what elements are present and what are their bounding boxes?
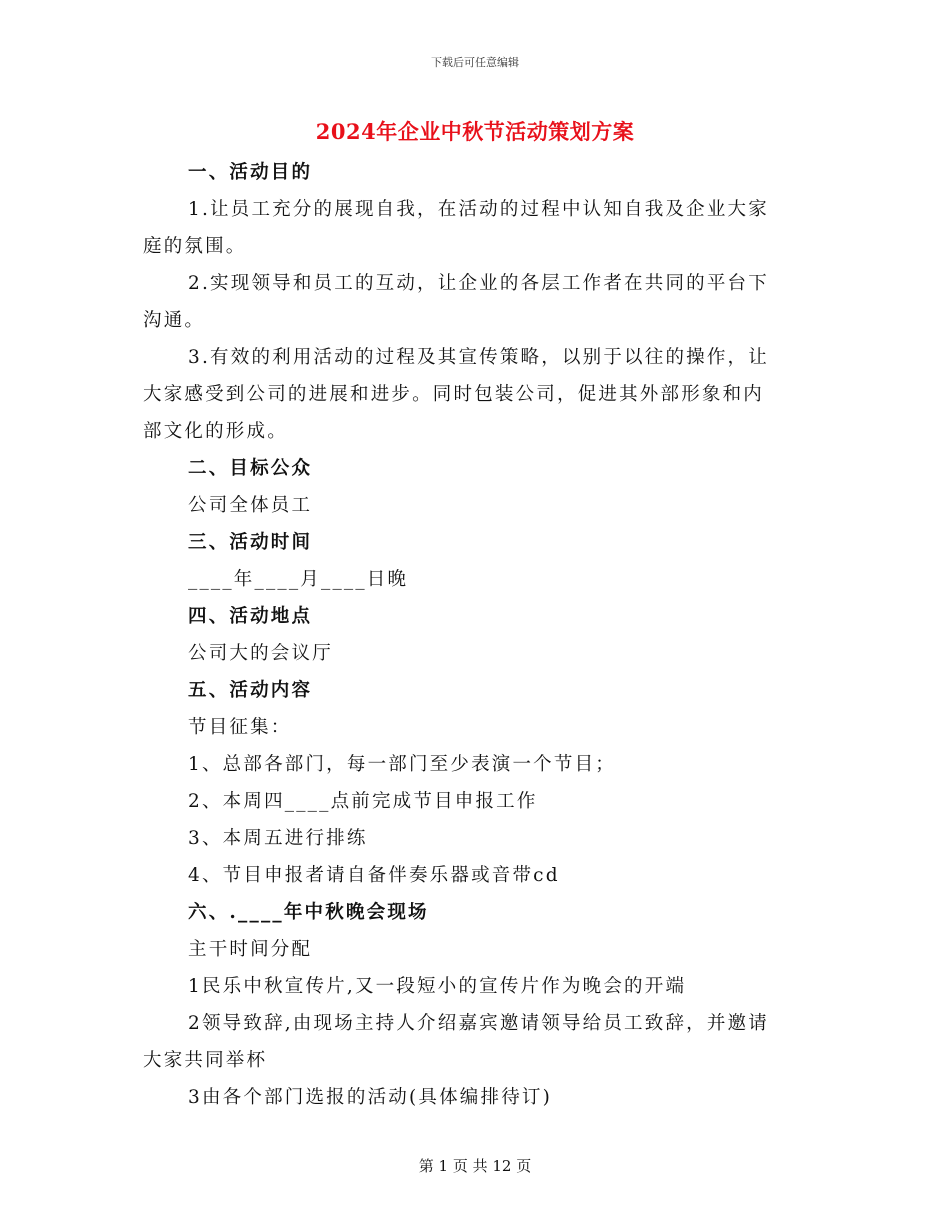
paragraph-line: 3.有效的利用活动的过程及其宣传策略，以别于以往的操作，让 (188, 347, 769, 368)
paragraph-line: 4、节目申报者请自备伴奏乐器或音带cd (188, 865, 560, 886)
document-title: 2024年企业中秋节活动策划方案 (315, 119, 635, 144)
paragraph-line: 大家共同举杯 (143, 1050, 268, 1071)
paragraph-line: 1.让员工充分的展现自我，在活动的过程中认知自我及企业大家 (188, 199, 769, 220)
paragraph-line: 2、本周四____点前完成节目申报工作 (188, 791, 538, 812)
section-heading: 六、.____年中秋晚会现场 (188, 902, 429, 923)
paragraph-line: 主干时间分配 (188, 939, 313, 960)
document-body (143, 154, 808, 1116)
paragraph-line: 大家感受到公司的进展和进步。同时包装公司，促进其外部形象和内 (143, 384, 765, 405)
page-footer: 第 1 页 共 12 页 (418, 1157, 532, 1175)
paragraph-line: 2领导致辞,由现场主持人介绍嘉宾邀请领导给员工致辞，并邀请 (188, 1013, 769, 1034)
section-heading: 四、活动地点 (188, 606, 313, 627)
paragraph-line: 1、总部各部门，每一部门至少表演一个节目； (188, 754, 616, 775)
paragraph-line: 沟通。 (143, 310, 206, 331)
paragraph-line: 庭的氛围。 (143, 236, 247, 257)
paragraph-line: 部文化的形成。 (143, 421, 288, 442)
paragraph-line: ____年____月____日晚 (188, 569, 409, 590)
section-heading: 三、活动时间 (188, 532, 313, 553)
section-heading: 二、目标公众 (188, 458, 313, 479)
paragraph-line: 公司全体员工 (188, 495, 313, 516)
paragraph-line: 公司大的会议厅 (188, 643, 333, 664)
section-heading: 五、活动内容 (188, 680, 313, 701)
paragraph-line: 3、本周五进行排练 (188, 828, 368, 849)
paragraph-line: 2.实现领导和员工的互动，让企业的各层工作者在共同的平台下 (188, 273, 769, 294)
section-heading: 一、活动目的 (188, 162, 313, 183)
paragraph-line: 3由各个部门选报的活动(具体编排待订) (188, 1087, 553, 1108)
header-note: 下载后可任意编辑 (431, 56, 519, 69)
paragraph-line: 1民乐中秋宣传片,又一段短小的宣传片作为晚会的开端 (188, 976, 687, 997)
paragraph-line: 节目征集： (188, 717, 292, 738)
